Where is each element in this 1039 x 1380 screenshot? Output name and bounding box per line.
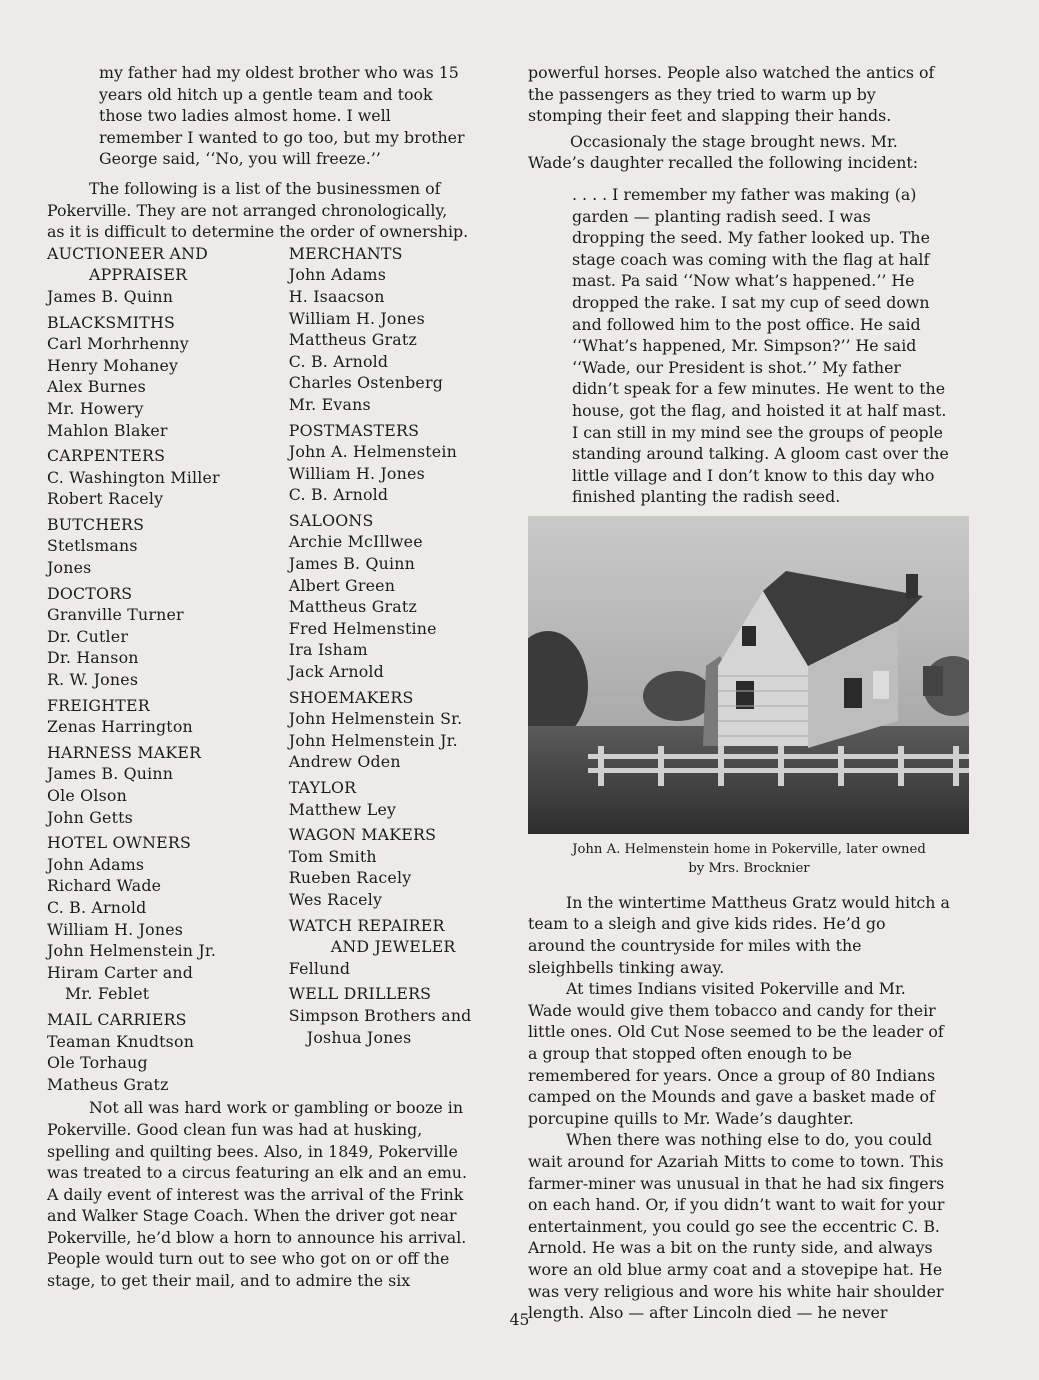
business-category <box>289 243 487 416</box>
business-category <box>289 777 487 820</box>
business-name: Wes Racely <box>288 889 383 909</box>
business-category <box>47 514 289 579</box>
business-category <box>289 824 487 910</box>
list-intro-paragraph: The following is a list of the businessmen of Pokerville. They are not arranged chronologically, as it is difficult to determine the order of ownership. <box>47 178 469 242</box>
business-name: Teaman Knudtson <box>47 1031 195 1051</box>
business-name: Stetlsmans <box>47 536 138 556</box>
business-name: Matheus Gratz <box>47 1074 169 1094</box>
business-name: R. W. Jones <box>47 670 139 690</box>
business-list-column-1 <box>47 243 289 1096</box>
business-name: Mahlon Blaker <box>47 420 168 440</box>
category-heading: MAIL CARRIERS <box>47 1009 187 1029</box>
category-heading: WATCH REPAIRER <box>288 915 445 935</box>
business-list <box>47 243 487 1096</box>
category-heading: TAYLOR <box>288 778 357 797</box>
business-name: Fred Helmenstine <box>288 618 437 638</box>
mitts-arnold-paragraph: When there was nothing else to do, you could wait around for Azariah Mitts to come to town. This farmer-miner was unusual in that he had six fingers on each hand. Or, if you didn’t want to wait for your entertainment, you could go see the eccentric C. B. Arnold. He was a bit on the runty side, and always wore an old blue army coat and a stovepipe hat. He was very religious and wore his white hair shoulder length. Also — after Lincoln died — he never <box>528 1130 945 1323</box>
business-name: Zenas Harrington <box>47 717 193 737</box>
left-column <box>47 62 487 1292</box>
business-category <box>47 1009 289 1095</box>
business-name: Mr. Evans <box>288 394 371 414</box>
category-heading: CARPENTERS <box>47 446 166 466</box>
business-name-continued: Mr. Feblet <box>65 984 150 1004</box>
business-category <box>289 983 487 1048</box>
business-name: C. B. Arnold <box>288 485 389 505</box>
business-name: Matthew Ley <box>288 799 397 819</box>
business-name: Robert Racely <box>47 489 164 509</box>
category-heading: BUTCHERS <box>47 514 145 534</box>
business-category <box>289 510 487 683</box>
business-category <box>47 742 289 828</box>
category-heading: DOCTORS <box>47 583 133 603</box>
indians-paragraph: At times Indians visited Pokerville and Mr. Wade would give them tobacco and candy for their little ones. Old Cut Nose seemed to be the leader of a group that stopped often enough to be remembered for years. Once a group of 80 Indians camped on the Mounds and gave a basket made of porcupine quills to Mr. Wade’s daughter. <box>528 979 944 1128</box>
business-name: John Helmenstein Jr. <box>288 730 458 750</box>
category-heading: POSTMASTERS <box>288 420 420 440</box>
business-name: Jack Arnold <box>288 662 384 682</box>
business-name: Albert Green <box>288 575 396 595</box>
business-category <box>289 687 487 773</box>
daughter-quote: . . . . I remember my father was making (a) garden — planting radish seed. I was dropping the seed. My father looked up. The stage coach was coming with the flag at half mast. Pa said ‘‘Now what’s happened.’’ He dropped the rake. I sat my cup of seed down and followed him to the post office. He said ‘‘What’s happened, Mr. Simpson?’’ He said ‘‘Wade, our President is shot.’’ My father didn’t speak for a few minutes. He went to the house, got the flag, and hoisted it at half mast. I can still in my mind see the groups of people standing around talking. A gloom cast over the little village and I don’t know to this day who finished planting the radish seed. <box>572 184 949 507</box>
business-category <box>47 243 289 308</box>
business-category <box>47 695 289 738</box>
business-name: James B. Quinn <box>288 554 415 574</box>
business-name: Ole Olson <box>47 786 127 805</box>
category-heading: MERCHANTS <box>288 243 403 263</box>
category-heading-continued: APPRAISER <box>89 265 188 285</box>
intro-paragraph: my father had my oldest brother who was 15 years old hitch up a gentle team and took those two ladies almost home. I well remember I wanted to go too, but my brother George said, ‘‘No, you will freeze.’’ <box>99 63 465 169</box>
business-name: C. Washington Miller <box>47 467 220 487</box>
business-name: Ole Torhaug <box>47 1053 148 1073</box>
business-name: Henry Mohaney <box>47 355 179 375</box>
business-name: Archie McIllwee <box>288 532 423 552</box>
business-name: Rueben Racely <box>288 868 412 888</box>
business-name: Dr. Hanson <box>47 648 139 668</box>
news-paragraph: Occasionaly the stage brought news. Mr. Wade’s daughter recalled the following incident: <box>528 131 919 173</box>
business-name: Alex Burnes <box>47 377 146 397</box>
business-name: William H. Jones <box>288 308 425 328</box>
business-category <box>47 832 289 1005</box>
category-heading: FREIGHTER <box>47 695 150 715</box>
photo-caption: John A. Helmenstein home in Pokerville, later owned by Mrs. Brocknier <box>572 841 926 876</box>
closing-paragraph: Not all was hard work or gambling or booze in Pokerville. Good clean fun was had at husking, spelling and quilting bees. Also, in 1849, Pokerville was treated to a circus featuring an elk and an emu. A daily event of interest was the arrival of the Frink and Walker Stage Coach. When the driver got near Pokerville, he’d blow a horn to announce his arrival. People would turn out to see who got on or off the stage, to get their mail, and to admire the six <box>47 1098 467 1291</box>
category-heading: BLACKSMITHS <box>47 312 175 332</box>
business-name: Richard Wade <box>47 876 162 896</box>
business-name-continued: Joshua Jones <box>306 1027 412 1047</box>
category-heading: SHOEMAKERS <box>288 687 414 707</box>
page-number: 45 <box>509 1311 530 1329</box>
business-name: William H. Jones <box>47 919 184 939</box>
business-category <box>47 583 289 691</box>
business-name: Dr. Cutler <box>47 626 129 646</box>
business-name: C. B. Arnold <box>47 897 147 917</box>
business-name: Fellund <box>288 958 351 978</box>
category-heading: WELL DRILLERS <box>288 984 432 1004</box>
business-name: John A. Helmenstein <box>288 442 457 462</box>
business-name: James B. Quinn <box>47 286 174 306</box>
business-name: John Getts <box>47 807 133 827</box>
business-name: Hiram Carter and <box>47 962 194 982</box>
business-name: C. B. Arnold <box>288 351 389 371</box>
business-name: Carl Morhrhenny <box>47 334 189 354</box>
category-heading: SALOONS <box>288 510 374 530</box>
business-name: Mattheus Gratz <box>288 597 417 617</box>
business-name: Charles Ostenberg <box>288 373 444 393</box>
category-heading: HOTEL OWNERS <box>47 833 191 853</box>
business-name: James B. Quinn <box>47 764 174 784</box>
house-photo-image <box>528 516 969 834</box>
business-category <box>289 915 487 980</box>
business-name: Jones <box>47 558 92 578</box>
business-name: Ira Isham <box>288 640 368 660</box>
business-name: Andrew Oden <box>288 752 401 772</box>
business-name: John Adams <box>288 265 387 285</box>
business-name: John Helmenstein Jr. <box>47 941 217 961</box>
business-name: Granville Turner <box>47 605 184 625</box>
business-name: Tom Smith <box>288 846 377 866</box>
business-name: John Adams <box>47 854 145 874</box>
business-name: Simpson Brothers and <box>288 1005 472 1025</box>
business-name: Mattheus Gratz <box>288 330 417 350</box>
right-column-paragraphs <box>528 892 970 1324</box>
right-column <box>528 62 970 1324</box>
category-heading: WAGON MAKERS <box>288 825 437 845</box>
business-name: John Helmenstein Sr. <box>288 709 463 729</box>
category-heading: AUCTIONEER AND <box>47 243 209 263</box>
business-category <box>47 445 289 510</box>
gratz-sleigh-paragraph: In the wintertime Mattheus Gratz would hitch a team to a sleigh and give kids rides. He’d go around the countryside for miles with the sleighbells tinking away. <box>528 892 950 977</box>
stage-continued-paragraph: powerful horses. People also watched the antics of the passengers as they tried to warm up by stomping their feet and slapping their hands. <box>528 63 935 126</box>
business-name: William H. Jones <box>288 463 425 483</box>
business-name: H. Isaacson <box>288 286 385 306</box>
business-category <box>47 312 289 442</box>
helmenstein-home-photo <box>528 516 969 834</box>
category-heading-continued: AND JEWELER <box>330 937 456 957</box>
business-list-column-2 <box>289 243 487 1096</box>
business-category <box>289 420 487 506</box>
business-name: Mr. Howery <box>47 398 144 418</box>
category-heading: HARNESS MAKER <box>47 742 202 762</box>
